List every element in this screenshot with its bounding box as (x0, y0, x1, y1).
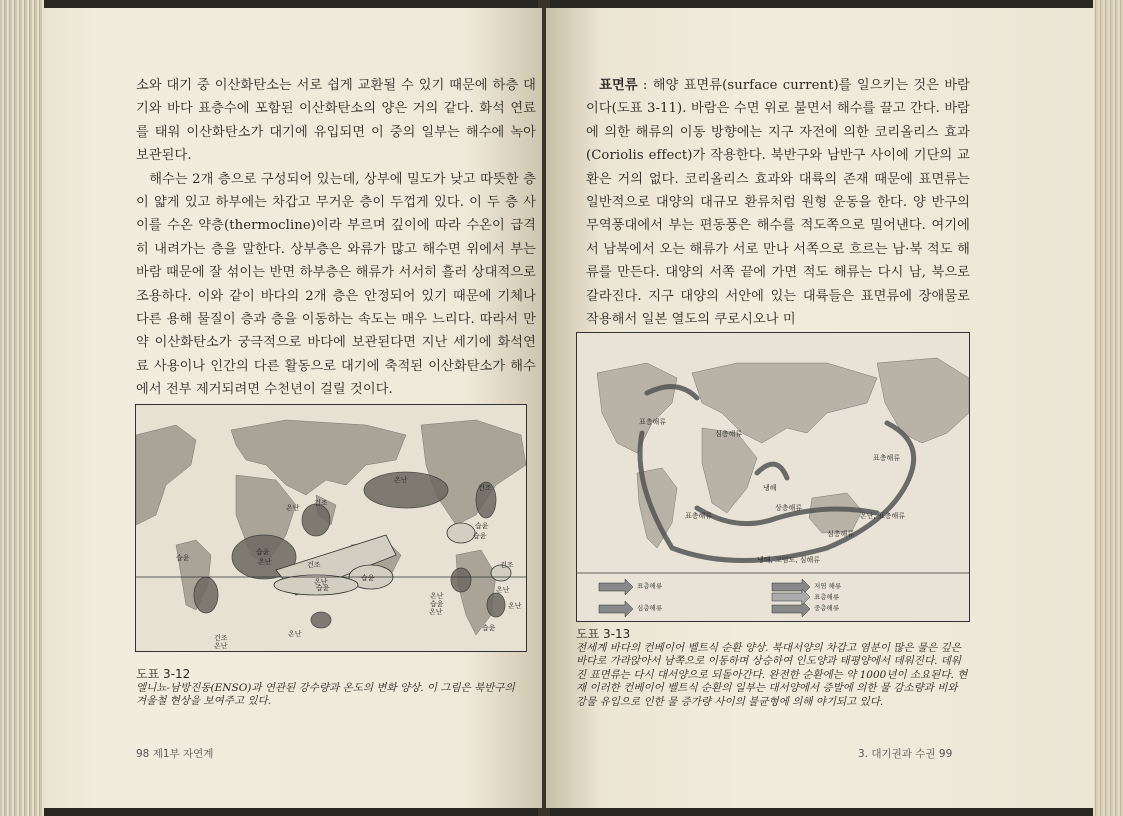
section-heading-surface-current: 표면류 (599, 78, 638, 93)
map-label: 냉해 (763, 484, 777, 492)
map-label: 습윤 (475, 522, 489, 530)
enso-map-figure (135, 404, 527, 652)
right-paragraph-1-text: 해양 표면류(surface current)를 일으키는 것은 바람이다(도표 3-11). 바람은 수면 위로 불면서 해수를 끌고 간다. 바람에 의한 해류의 이동 방향에는 지구 자전에 의한 코리올리스 효과(Coriolis effect)가 작용한다. 북반구와 남반구 사이에 기단의 교환은 거의 없다. 코리올리스 효과와 대륙의 존재 때문에 표면류는 일반적으로 대양의 대규모 환류처럼 원형 운동을 한다. 양 반구의 무역풍대에서 부는 편동풍은 해수를 적도쪽으로 밀어낸다. 여기에서 남북에서 오는 해류가 서로 만나 서쪽으로 흐르는 남·북 적도 해류를 만든다. 대양의 서쪽 끝에 가면 적도 해류는 다시 남, 북으로 갈라진다. 지구 대양의 서안에 있는 대륙들은 표면류에 장애물로 작용해서 일본 열도의 쿠로시오나 미 (586, 78, 970, 328)
map-label: 온난 (286, 504, 300, 512)
conveyor-belt-map-figure (576, 332, 970, 622)
left-page-body (136, 74, 536, 402)
map-label: 습윤 (256, 548, 270, 556)
map-label: 심층해류 (827, 530, 855, 538)
map-label: 표층해류 (685, 512, 713, 520)
map-label: 온난 (496, 586, 510, 594)
legend-label: 표층해류 (814, 593, 840, 601)
map-label: 건조 (314, 499, 328, 507)
map-label: 온난 (508, 602, 522, 610)
right-page-footer: 3. 대기권과 수권 99 (858, 748, 953, 760)
map-label: 온난 (214, 642, 228, 650)
right-paragraph-1: 표면류 : 해양 표면류(surface current)를 일으키는 것은 바람이다(도표 3-11). 바람은 수면 위로 불면서 해수를 끌고 간다. 바람에 의한 해류의 이동 방향에는 지구 자전에 의한 코리올리스 효과(Coriolis effect)가 작용한다. 북반구와 남반구 사이에 기단의 교환은 거의 없다. 코리올리스 효과와 대륙의 존재 때문에 표면류는 일반적으로 대양의 대규모 환류처럼 원형 운동을 한다. 양 반구의 무역풍대에서 부는 편동풍은 해수를 적도쪽으로 밀어낸다. 여기에서 남북에서 오는 해류가 서로 만나 서쪽으로 흐르는 남·북 적도 해류를 만든다. 대양의 서쪽 끝에 가면 적도 해류는 다시 남, 북으로 갈라진다. 지구 대양의 서안에 있는 대륙들은 표면류에 장애물로 작용해서 일본 열도의 쿠로시오나 미 (586, 78, 970, 328)
map-label: 건조 (214, 634, 228, 642)
legend-label: 표층해류 (637, 582, 663, 590)
left-paragraph-2: 해수는 2개 층으로 구성되어 있는데, 상부에 밀도가 낮고 따뜻한 층이 얇게 있고 하부에는 차갑고 무거운 층이 두껍게 있다. 이 두 층 사이를 수온 약층(thermocline)이라 부르며 깊이에 따라 수온이 급격히 내려가는 층을 말한다. 상부층은 와류가 많고 해수면 위에서 부는 바람 때문에 잘 섞이는 반면 하부층은 해류가 서서히 흘러 상대적으로 조용하다. 이와 같이 바다의 2개 층은 안정되어 있기 때문에 기체나 다른 용해 물질이 층과 층을 이동하는 속도는 매우 느리다. 따라서 만약 이산화탄소가 궁극적으로 바다에 보관된다면 지난 세기에 화석연료 사용이나 인간의 다른 활동으로 대기에 축적된 이산화탄소가 해수에서 전부 제거되려면 수천년이 걸릴 것이다. (136, 171, 536, 398)
legend-label: 저염 해류 (814, 582, 842, 590)
figure-3-13-caption (576, 628, 968, 709)
left-page (44, 8, 542, 808)
map-label: 표층해류 (639, 418, 667, 426)
map-label: 습윤 (316, 584, 330, 592)
map-label: 온난 (394, 476, 408, 484)
right-page-body (586, 74, 970, 331)
map-label: 습윤 (430, 600, 444, 608)
right-page (546, 8, 1094, 808)
left-paragraph-1: 소와 대기 중 이산화탄소는 서로 쉽게 교환될 수 있기 때문에 하층 대기와 바다 표층수에 포함된 이산화탄소의 양은 거의 같다. 화석 연료를 태워 이산화탄소가 대기에 유입되면 이 중의 일부는 해수에 녹아 보관된다. (136, 78, 536, 164)
map-label: 온난 (430, 592, 444, 600)
book-page-edges-right (1093, 0, 1123, 816)
map-label: 온난 (258, 558, 272, 566)
map-label: 건조 (307, 561, 321, 569)
map-label: 건조 (500, 561, 514, 569)
figure-caption-text: 엘니뇨-남방진동(ENSO)과 연관된 강수량과 온도의 변화 양상. 이 그림은 북반구의 겨울철 현상을 보여주고 있다. (136, 681, 515, 707)
map-label: 건조 (478, 484, 492, 492)
map-label: 습윤 (176, 554, 190, 562)
map-label: 온난 (314, 578, 328, 586)
map-label: 온난 (288, 630, 302, 638)
figure-caption-title: 도표 3-12 (136, 667, 191, 681)
map-label: 습윤 (482, 624, 496, 632)
figure-caption-text: 전세계 바다의 컨베이어 벨트식 순환 양상. 북대서양의 차갑고 염분이 많은 물은 깊은 바다로 가라앉아서 남쪽으로 이동하며 상승하여 인도양과 태평양에서 데워진다. 데워진 표면류는 다시 대서양으로 되돌아간다. 완전한 순환에는 약 1000년이 소요된다. 현재 이러한 컨베이어 벨트식 순환의 일부는 대서양에서 증발에 의한 물 감소량과 비와 강물 유입으로 인한 물 증가량 사이의 불균형에 의해 야기되고 있다. (576, 641, 968, 708)
ocean-conveyor-map (577, 333, 969, 621)
map-label: 표층해류 (873, 454, 901, 462)
map-label: 상층해류 (775, 504, 803, 512)
map-label: 냉해, 고염도, 심해류 (757, 556, 820, 564)
legend-label: 심층해류 (637, 604, 663, 612)
map-label: 습윤 (361, 574, 375, 582)
map-label: 심층해류 (715, 430, 743, 438)
book-page-edges-left (0, 0, 44, 816)
map-label: 온난, 표층해류 (860, 512, 906, 520)
figure-caption-title: 도표 3-13 (576, 627, 631, 641)
map-label: 습윤 (473, 532, 487, 540)
enso-world-map (136, 405, 526, 651)
figure-3-12-caption (136, 668, 526, 709)
legend-label: 중층해류 (814, 604, 840, 612)
map-label: 온난 (429, 608, 443, 616)
left-page-footer: 98 제1부 자연계 (136, 748, 214, 760)
